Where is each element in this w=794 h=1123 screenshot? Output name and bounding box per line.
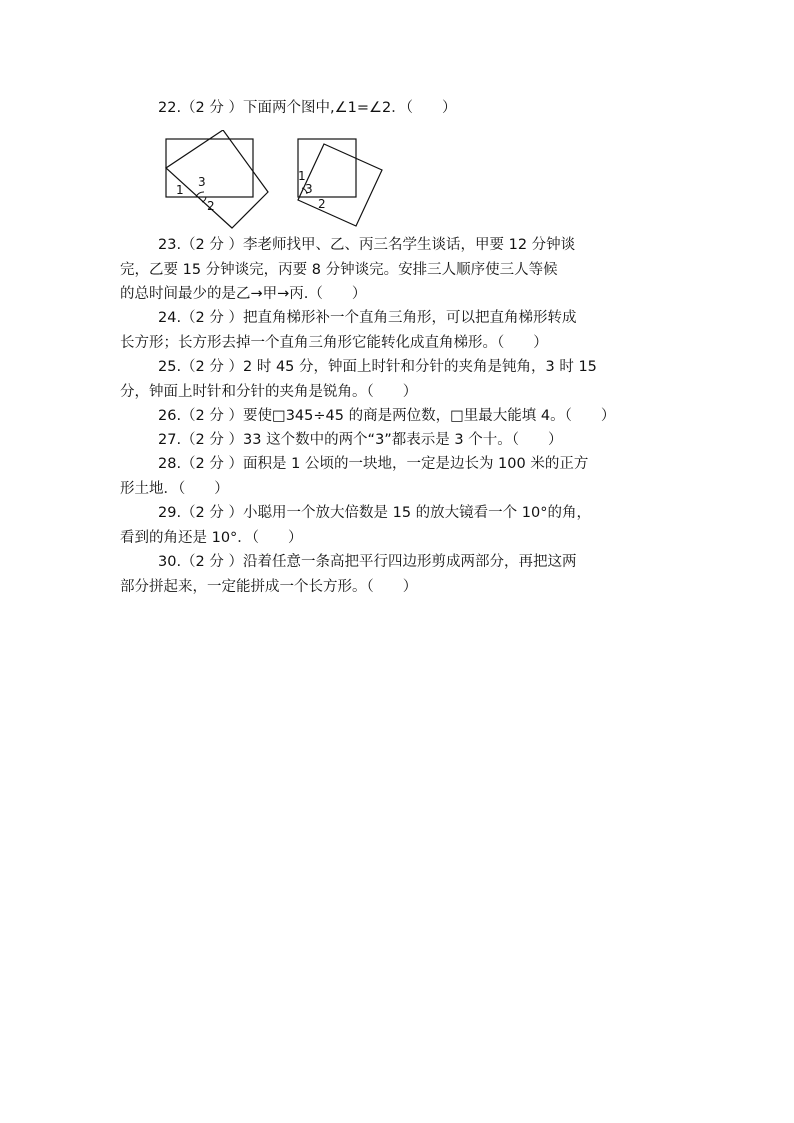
left-angle-label-2: 2: [207, 199, 215, 213]
figure-right: [294, 130, 388, 238]
question-26-line-1: 26.（2 分 ）要使□345÷45 的商是两位数，□里最大能填 4。（ ）: [158, 408, 616, 424]
right-angle-label-3: 3: [305, 182, 313, 196]
question-30-line-2: 部分拼起来，一定能拼成一个长方形。（ ）: [120, 578, 418, 595]
question-28: [120, 452, 680, 501]
question-24-line-2: 长方形；长方形去掉一个直角三角形它能转化成直角梯形。（ ）: [120, 334, 548, 351]
question-28-line-2: 形土地．（ ）: [120, 480, 229, 497]
question-27-line-1: 27.（2 分 ）33 这个数中的两个“3”都表示是 3 个十。（ ）: [158, 432, 563, 448]
left-angle-label-3: 3: [198, 175, 206, 189]
figure-left: [160, 130, 272, 238]
question-23: [120, 233, 680, 307]
question-25-line-1: 25.（2 分 ）2 时 45 分，钟面上时针和分针的夹角是钝角，3 时 15: [158, 359, 597, 375]
question-30-line-1: 30.（2 分 ）沿着任意一条高把平行四边形剪成两部分，再把这两: [158, 554, 577, 570]
left-angle-label-1: 1: [176, 183, 184, 197]
question-22-line-1: 22.（2 分 ）下面两个图中,∠1=∠2．（ ）: [158, 100, 457, 116]
question-29-line-2: 看到的角还是 10°．（ ）: [120, 529, 303, 546]
figure-right-diagram: [294, 130, 388, 234]
question-25-line-2: 分，钟面上时针和分针的夹角是锐角。（ ）: [120, 383, 418, 400]
question-23-line-3: 的总时间最少的是乙→甲→丙.（ ）: [120, 286, 367, 302]
question-23-line-2: 完，乙要 15 分钟谈完，丙要 8 分钟谈完。安排三人顺序使三人等候: [120, 261, 558, 278]
question-29-line-1: 29.（2 分 ）小聪用一个放大倍数是 15 的放大镜看一个 10°的角，: [158, 505, 591, 521]
question-29: [120, 501, 680, 550]
question-24: [120, 306, 680, 355]
question-30: [120, 550, 680, 599]
left-angle-arc-2: [202, 197, 206, 202]
question-27: [120, 428, 680, 453]
question-28-line-1: 28.（2 分 ）面积是 1 公顷的一块地，一定是边长为 100 米的正方: [158, 456, 589, 472]
right-angle-label-2: 2: [318, 197, 326, 211]
question-25: [120, 355, 680, 404]
question-24-line-1: 24.（2 分 ）把直角梯形补一个直角三角形，可以把直角梯形转成: [158, 310, 577, 326]
question-22: [120, 96, 680, 121]
question-23-line-1: 23.（2 分 ）李老师找甲、乙、丙三名学生谈话，甲要 12 分钟谈: [158, 237, 576, 253]
figure-left-diagram: [160, 130, 272, 234]
right-angle-label-1: 1: [298, 169, 306, 183]
question-26: [120, 404, 680, 429]
